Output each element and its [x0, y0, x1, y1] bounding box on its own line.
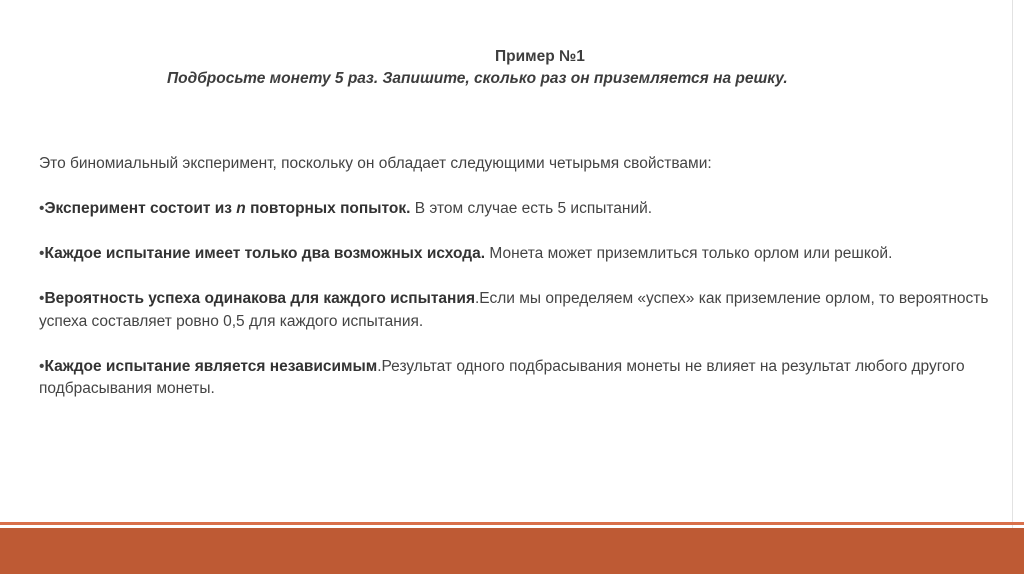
slide-subtitle: Подбросьте монету 5 раз. Запишите, сколько раз он приземляется на решку.: [167, 70, 788, 87]
footer-band: [0, 528, 1024, 574]
property-item-1: [39, 198, 1014, 221]
footer-accent-line: [0, 522, 1024, 525]
property-item-3: [39, 288, 1014, 333]
bullet: •: [39, 200, 45, 217]
property-normal-text: .Если мы определяем «успех» как приземление орлом, то вероятность успеха составляет ровно 0,5 для каждого испытания.: [39, 290, 989, 330]
property-bold-text: Каждое испытание является независимым: [44, 357, 378, 375]
bullet: •: [39, 357, 45, 375]
bullet: •: [39, 245, 45, 262]
intro-paragraph: Это биномиальный эксперимент, поскольку он обладает следующими четырьмя свойствами:: [39, 155, 712, 172]
property-bold-text: Вероятность успеха одинакова для каждого испытания: [44, 290, 475, 307]
slide-body: [39, 153, 1014, 423]
property-bold-italic-text: n: [236, 200, 246, 217]
slide-title: Пример №1: [495, 48, 585, 65]
title-block: [167, 46, 997, 90]
property-normal-text: В этом случае есть 5 испытаний.: [410, 200, 653, 217]
property-bold-text-2: повторных попыток.: [245, 200, 411, 217]
property-item-2: [39, 243, 1014, 266]
property-normal-text: .Результат одного подбрасывания монеты не влияет на результат любого другого подбрасывания монеты.: [39, 357, 965, 397]
bullet: •: [39, 290, 45, 307]
property-normal-text: Монета может приземлиться только орлом или решкой.: [485, 245, 893, 262]
property-item-4: [39, 356, 1014, 401]
property-bold-text: Эксперимент состоит из: [44, 200, 237, 217]
property-bold-text: Каждое испытание имеет только два возможных исхода.: [44, 245, 486, 262]
